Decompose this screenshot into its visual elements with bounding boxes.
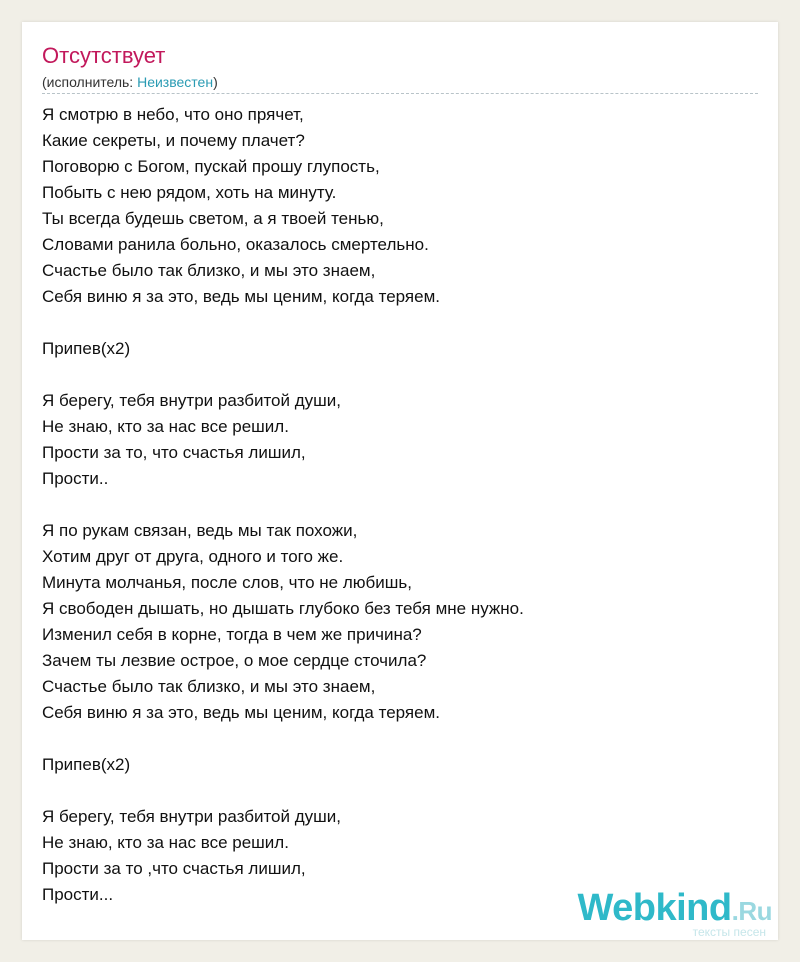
lyric-line: Прости... (42, 885, 114, 904)
artist-suffix: ) (213, 74, 218, 90)
lyric-line: Ты всегда будешь светом, а я твоей тенью, (42, 209, 384, 228)
lyric-line: Хотим друг от друга, одного и того же. (42, 547, 344, 566)
lyric-line: Прости за то, что счастья лишил, (42, 443, 306, 462)
title-divider (42, 93, 758, 94)
artist-line (42, 73, 218, 91)
lyric-line: Минута молчанья, после слов, что не любишь, (42, 573, 412, 592)
lyrics-card (22, 22, 778, 940)
lyric-line: Не знаю, кто за нас все решил. (42, 417, 289, 436)
stanza-gap (42, 362, 758, 388)
lyric-line: Изменил себя в корне, тогда в чем же причина? (42, 625, 422, 644)
chorus-marker: Припев(x2) (42, 339, 131, 358)
lyric-line: Я берегу, тебя внутри разбитой души, (42, 391, 341, 410)
logo-name: Webkind (577, 887, 732, 929)
artist-link[interactable]: Неизвестен (137, 74, 214, 90)
song-title: Отсутствует (42, 43, 166, 68)
lyric-line: Поговорю с Богом, пускай прошу глупость, (42, 157, 380, 176)
webkind-logo[interactable] (577, 889, 772, 938)
lyric-line: Счастье было так близко, и мы это знаем, (42, 677, 376, 696)
logo-domain: .Ru (731, 896, 772, 926)
lyric-line: Я берегу, тебя внутри разбитой души, (42, 807, 341, 826)
stanza-gap (42, 492, 758, 518)
lyric-line: Побыть с нею рядом, хоть на минуту. (42, 183, 337, 202)
lyric-line: Счастье было так близко, и мы это знаем, (42, 261, 376, 280)
lyric-line: Я смотрю в небо, что оно прячет, (42, 105, 304, 124)
lyric-line: Не знаю, кто за нас все решил. (42, 833, 289, 852)
logo-wordmark (577, 889, 772, 930)
stanza-gap (42, 726, 758, 752)
logo-tagline: тексты песен (692, 925, 766, 939)
lyric-line: Прости.. (42, 469, 109, 488)
lyric-line: Прости за то ,что счастья лишил, (42, 859, 306, 878)
lyrics-text (42, 102, 758, 908)
lyric-line: Какие секреты, и почему плачет? (42, 131, 305, 150)
chorus-marker: Припев(x2) (42, 755, 131, 774)
stanza-gap (42, 310, 758, 336)
lyric-line: Зачем ты лезвие острое, о мое сердце сточила? (42, 651, 427, 670)
lyric-line: Себя виню я за это, ведь мы ценим, когда теряем. (42, 703, 440, 722)
stanza-gap (42, 778, 758, 804)
lyric-line: Я свободен дышать, но дышать глубоко без тебя мне нужно. (42, 599, 524, 618)
lyric-line: Себя виню я за это, ведь мы ценим, когда теряем. (42, 287, 440, 306)
lyric-line: Словами ранила больно, оказалось смертельно. (42, 235, 429, 254)
lyric-line: Я по рукам связан, ведь мы так похожи, (42, 521, 358, 540)
artist-prefix: (исполнитель: (42, 74, 138, 90)
